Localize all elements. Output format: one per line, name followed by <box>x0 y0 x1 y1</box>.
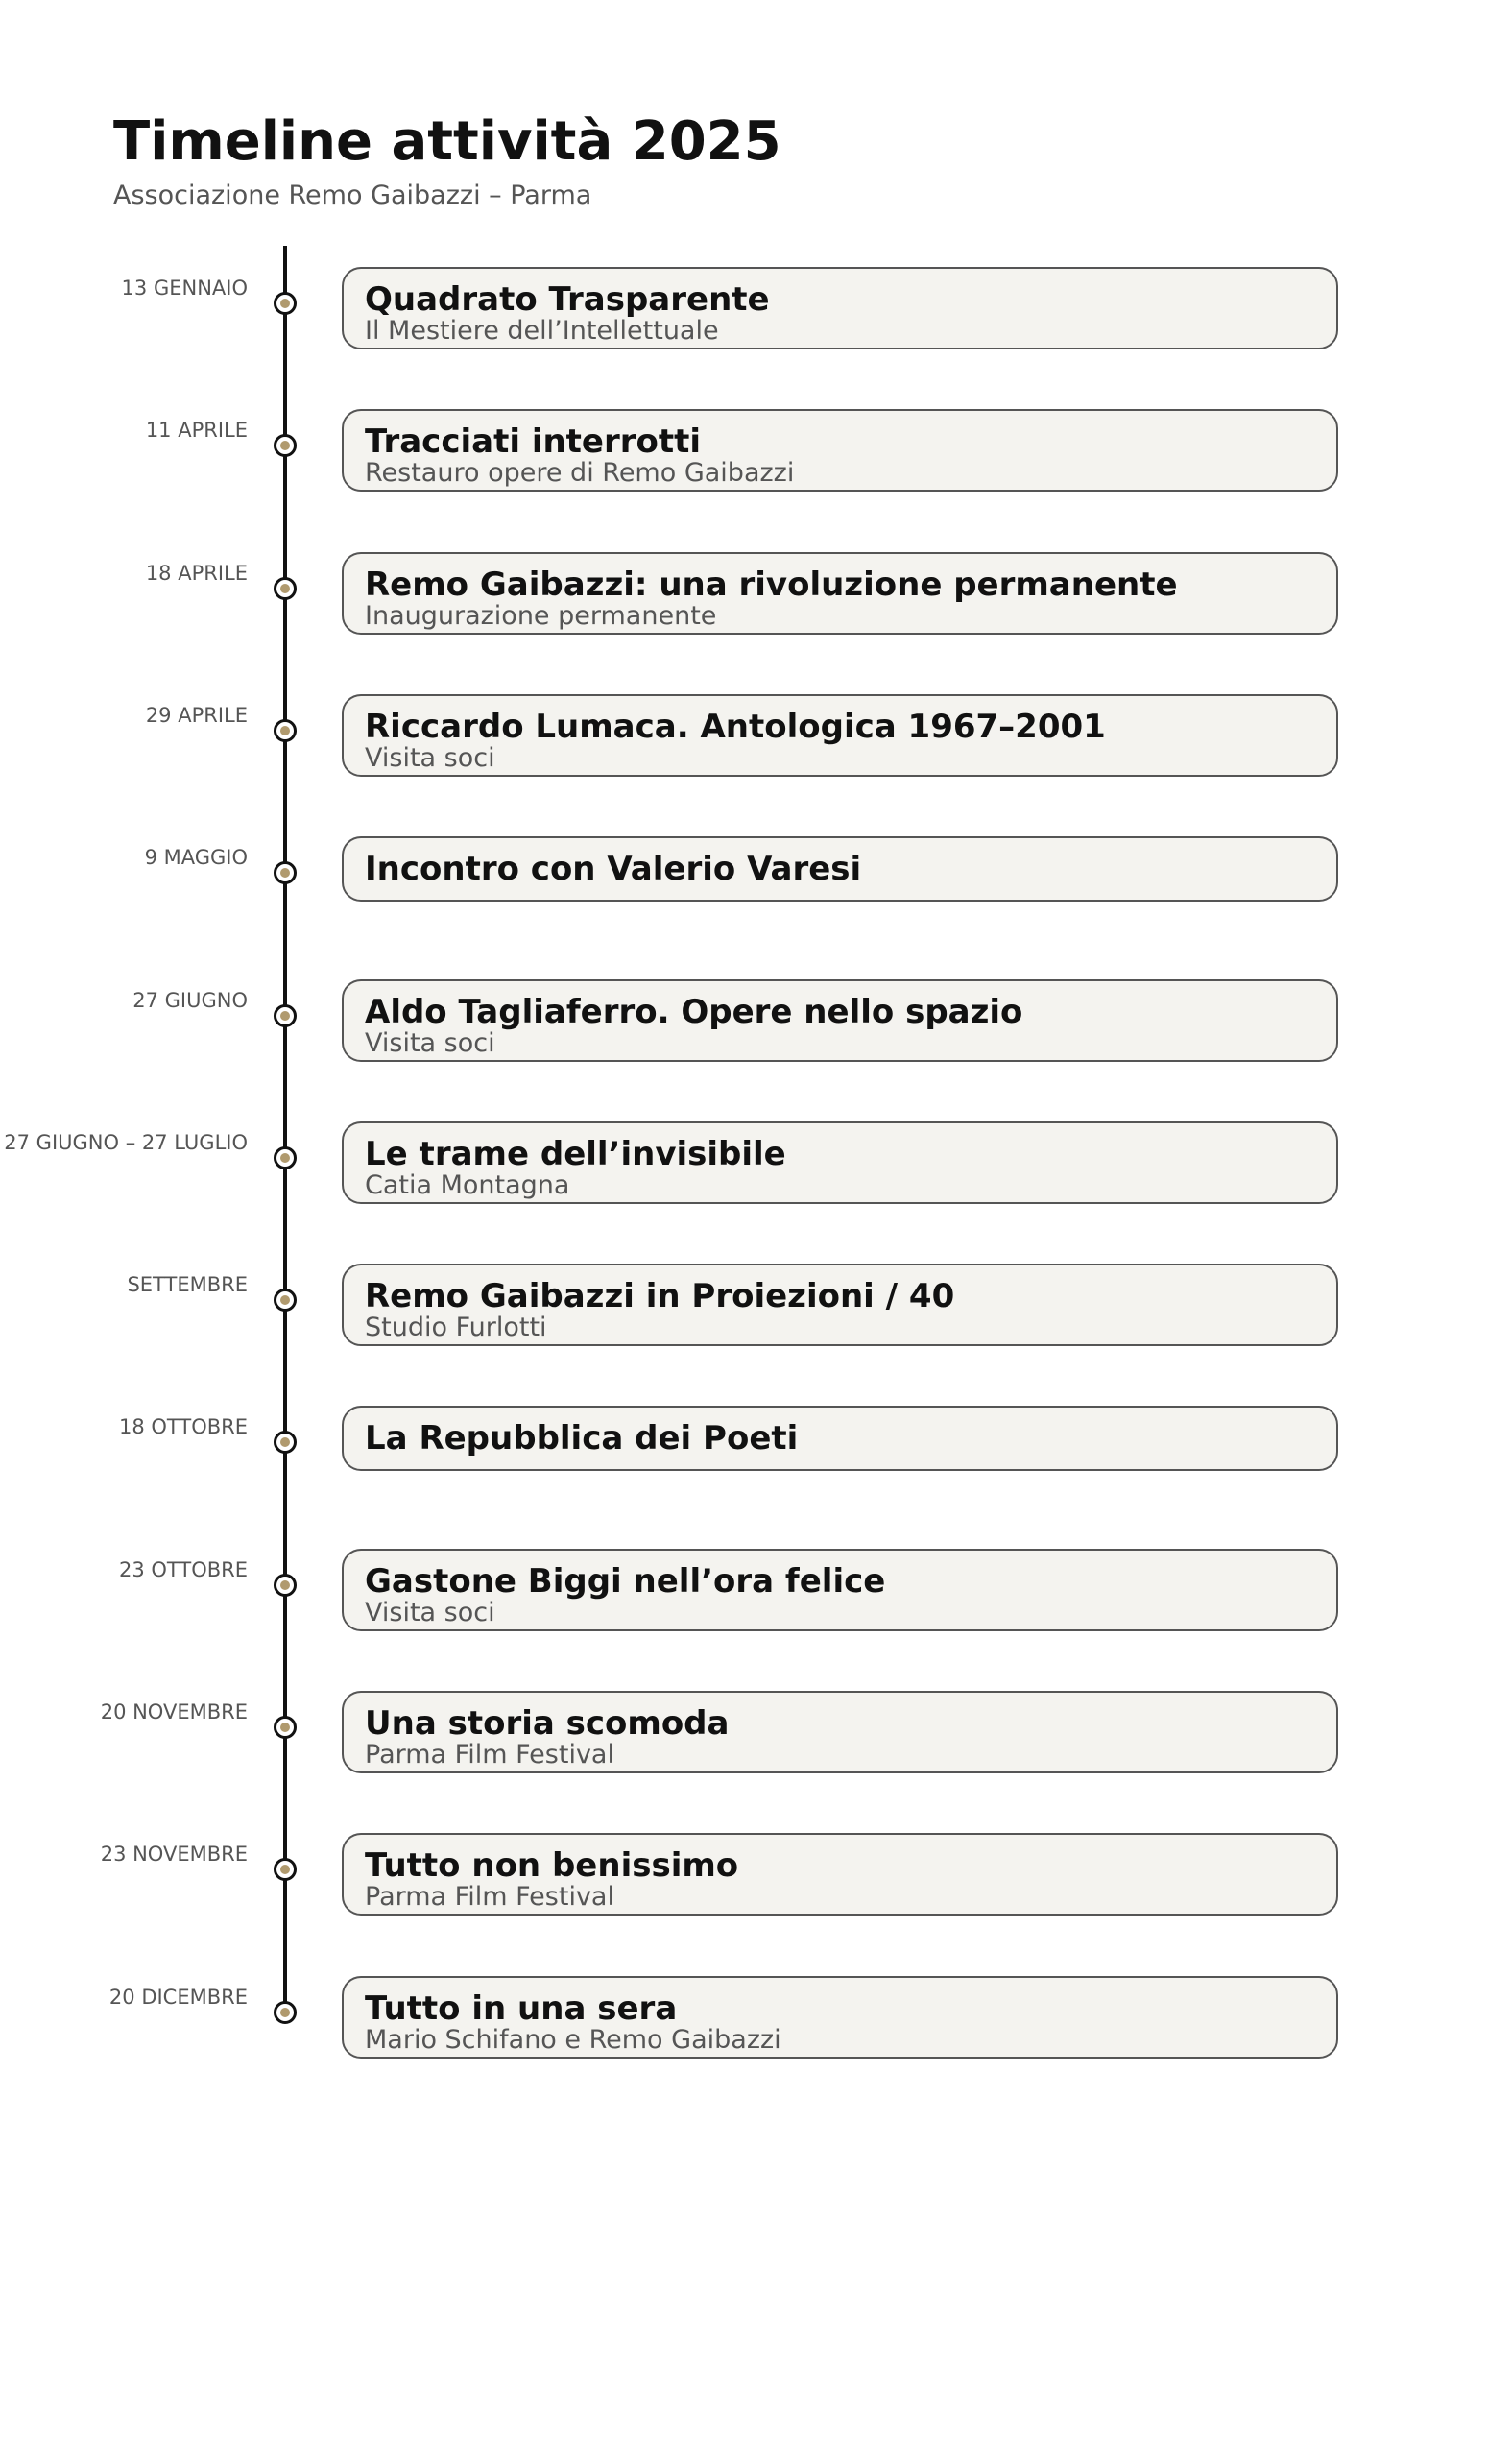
event-subtitle: Visita soci <box>365 1597 495 1627</box>
event-date: 11 APRILE <box>145 419 248 443</box>
event-title: Aldo Tagliaferro. Opere nello spazio <box>365 992 1023 1031</box>
timeline-dot-icon <box>274 1004 297 1027</box>
event-title: Tutto in una sera <box>365 1988 678 2028</box>
timeline-dot-icon <box>274 1431 297 1454</box>
timeline-dot-icon <box>274 2001 297 2024</box>
timeline-dot-icon <box>274 1146 297 1169</box>
event-date: 9 MAGGIO <box>144 846 248 870</box>
event-date: SETTEMBRE <box>127 1273 248 1297</box>
event-subtitle: Parma Film Festival <box>365 1740 614 1770</box>
event-subtitle: Inaugurazione permanente <box>365 600 717 631</box>
event-subtitle: Mario Schifano e Remo Gaibazzi <box>365 2024 781 2055</box>
event-subtitle: Visita soci <box>365 1027 495 1058</box>
event-date: 29 APRILE <box>145 703 248 727</box>
timeline-dot-icon <box>274 861 297 884</box>
event-date: 20 NOVEMBRE <box>100 1700 248 1723</box>
event-card <box>342 1976 1338 2059</box>
page-title: Timeline attività 2025 <box>113 110 781 173</box>
event-date: 20 DICEMBRE <box>108 1985 248 2009</box>
page-subtitle: Associazione Remo Gaibazzi – Parma <box>113 181 592 210</box>
event-date: 27 GIUGNO – 27 LUGLIO <box>4 1130 248 1154</box>
timeline-dot-icon <box>274 719 297 742</box>
event-subtitle: Parma Film Festival <box>365 1882 614 1913</box>
event-title: Le trame dell’invisibile <box>365 1134 786 1173</box>
event-date: 18 APRILE <box>145 561 248 585</box>
event-subtitle: Visita soci <box>365 742 495 773</box>
event-date: 27 GIUGNO <box>132 988 248 1012</box>
event-card <box>342 552 1338 635</box>
timeline-dot-icon <box>274 1858 297 1881</box>
event-title: Tutto non benissimo <box>365 1846 739 1886</box>
event-card <box>342 267 1338 349</box>
event-card <box>342 1833 1338 1916</box>
event-subtitle: Il Mestiere dell’Intellettuale <box>365 316 719 346</box>
event-subtitle: Catia Montagna <box>365 1169 570 1200</box>
event-title: La Repubblica dei Poeti <box>365 1419 799 1458</box>
event-title: Remo Gaibazzi in Proiezioni / 40 <box>365 1277 955 1316</box>
event-date: 18 OTTOBRE <box>118 1415 248 1439</box>
event-title: Gastone Biggi nell’ora felice <box>365 1561 886 1601</box>
event-date: 23 NOVEMBRE <box>100 1843 248 1867</box>
event-card <box>342 1549 1338 1631</box>
timeline-dot-icon <box>274 577 297 600</box>
timeline-dot-icon <box>274 1289 297 1312</box>
timeline-dot-icon <box>274 1716 297 1739</box>
event-title: Quadrato Trasparente <box>365 280 770 319</box>
event-title: Una storia scomoda <box>365 1704 730 1743</box>
event-card <box>342 1691 1338 1773</box>
event-date: 23 OTTOBRE <box>118 1557 248 1581</box>
timeline-dot-icon <box>274 434 297 457</box>
event-title: Riccardo Lumaca. Antologica 1967–2001 <box>365 707 1106 746</box>
event-date: 13 GENNAIO <box>121 277 248 300</box>
timeline-dot-icon <box>274 292 297 315</box>
event-title: Remo Gaibazzi: una rivoluzione permanente <box>365 565 1178 604</box>
event-card <box>342 1406 1338 1471</box>
event-card <box>342 1264 1338 1346</box>
timeline-dot-icon <box>274 1574 297 1597</box>
event-card <box>342 409 1338 492</box>
event-subtitle: Restauro opere di Remo Gaibazzi <box>365 458 795 489</box>
event-title: Tracciati interrotti <box>365 422 702 462</box>
event-subtitle: Studio Furlotti <box>365 1313 547 1343</box>
event-card <box>342 836 1338 902</box>
event-card <box>342 1121 1338 1204</box>
event-card <box>342 979 1338 1062</box>
event-card <box>342 694 1338 777</box>
event-title: Incontro con Valerio Varesi <box>365 850 862 889</box>
